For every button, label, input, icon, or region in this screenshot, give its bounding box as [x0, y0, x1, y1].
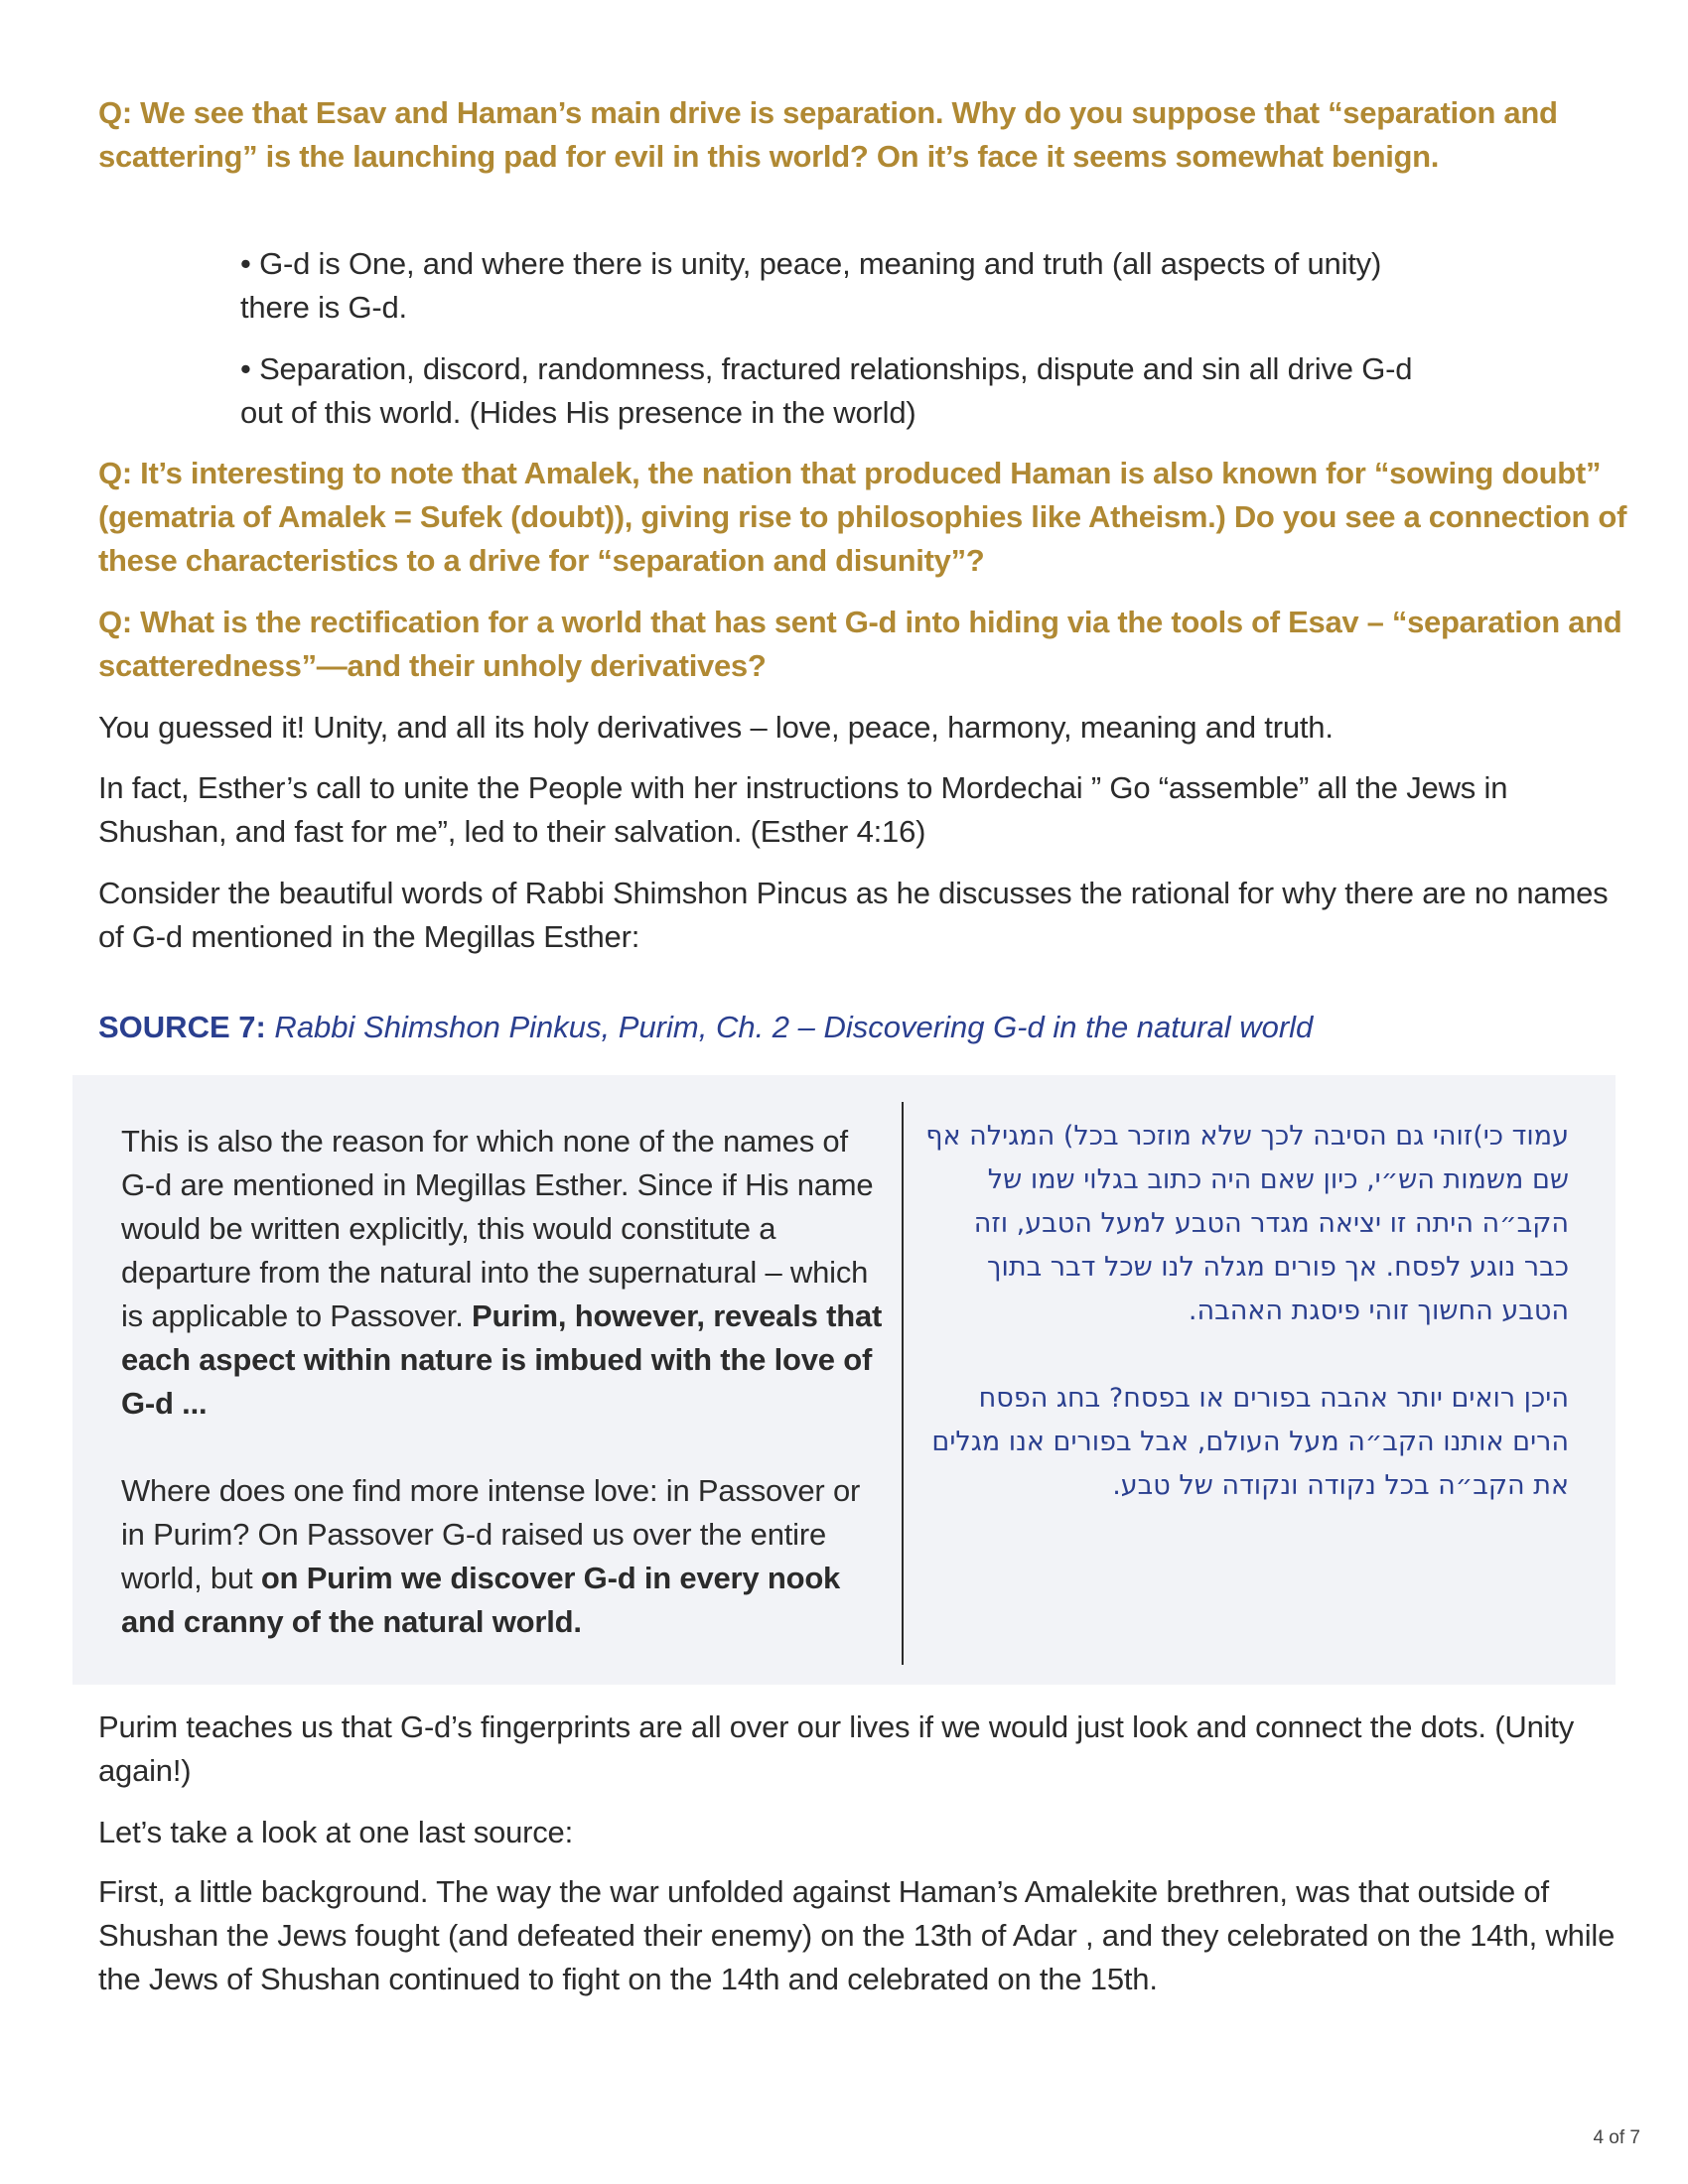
english-paragraph-2 [121, 1469, 886, 1644]
paragraph: Let’s take a look at one last source: [98, 1815, 573, 1849]
source-heading [98, 1006, 1313, 1049]
question-3: Q: What is the rectification for a world that has sent G-d into hiding via the tools of Esav – “separation and scatteredness”—and their unholy derivatives? [98, 605, 1622, 683]
column-divider [902, 1102, 904, 1665]
text: This is also the reason for which none of the names of G-d are mentioned in Megillas Esther. Since if His name would be written explicitly, this would constitute a departure from the natural into the supernatural – which is applicable to Passover. [121, 1124, 874, 1333]
emphasis-text: on Purim we discover G-d in every nook and cranny of the natural world. [121, 1561, 841, 1639]
question-2: Q: It’s interesting to note that Amalek, the nation that produced Haman is also known for “sowing doubt” (gematria of Amalek = Sufek (doubt)), giving rise to philosophies like Atheism.) Do you see a connection of these characteristics to a drive for “separation and disunity”? [98, 456, 1627, 578]
emphasis-text: Purim, however, reveals that each aspect within nature is imbued with the love of G-d ... [121, 1298, 883, 1421]
paragraph: Purim teaches us that G-d’s fingerprints are all over our lives if we would just look and connect the dots. (Unity again!) [98, 1709, 1575, 1788]
english-paragraph-1 [121, 1120, 886, 1426]
english-translation [121, 1120, 886, 1688]
hebrew-paragraph-1: עמוד כי)זוהי גם הסיבה לכך שלא מוזכר בכל) המגילה אף שם משמות הש״י, כיון שאם היה כתוב בגלוי שמו של הקב״ה היתה זו יציאה מגדר הטבע למעל הטבע, וזה כבר נוגע לפסח. אך פורים מגלה לנו שכל דבר בתוך הטבע החשוך זוהי פיסגת האהבה. [925, 1121, 1569, 1326]
source-label: SOURCE 7: [98, 1010, 266, 1044]
paragraph: You guessed it! Unity, and all its holy derivatives – love, peace, harmony, meaning and truth. [98, 710, 1334, 745]
hebrew-original [923, 1115, 1569, 1552]
hebrew-paragraph-2: היכן רואים יותר אהבה בפורים או בפסח? בחג הפסח הרים אותנו הקב״ה מעל העולם, אבל בפורים אנו מגלים את הקב״ה בכל נקודה ונקודה של טבע. [931, 1383, 1569, 1501]
page-number: 4 of 7 [1593, 2127, 1640, 2148]
paragraph: In fact, Esther’s call to unite the People with her instructions to Mordechai ” Go “assemble” all the Jews in Shushan, and fast for me”, led to their salvation. (Esther 4:16) [98, 770, 1508, 849]
text: Where does one find more intense love: in Passover or in Purim? On Passover G-d raised us over the entire world, but [121, 1473, 861, 1595]
source-citation: Rabbi Shimshon Pinkus, Purim, Ch. 2 – Discovering G-d in the natural world [265, 1010, 1314, 1044]
paragraph: First, a little background. The way the war unfolded against Haman’s Amalekite brethren, was that outside of Shushan the Jews fought (and defeated their enemy) on the 13th of Adar , and they celebrated on the 14th, while the Jews of Shushan continued to fight on the 14th and celebrated on the 15th. [98, 1874, 1616, 1996]
bullet-item: • Separation, discord, randomness, fractured relationships, dispute and sin all drive G-d out of this world. (Hides His presence in the world) [240, 351, 1413, 430]
question-1: Q: We see that Esav and Haman’s main drive is separation. Why do you suppose that “separation and scattering” is the launching pad for evil in this world? On it’s face it seems somewhat benign. [98, 95, 1558, 174]
paragraph: Consider the beautiful words of Rabbi Shimshon Pincus as he discusses the rational for why there are no names of G-d mentioned in the Megillas Esther: [98, 876, 1609, 954]
bullet-item: • G-d is One, and where there is unity, peace, meaning and truth (all aspects of unity) there is G-d. [240, 246, 1382, 325]
